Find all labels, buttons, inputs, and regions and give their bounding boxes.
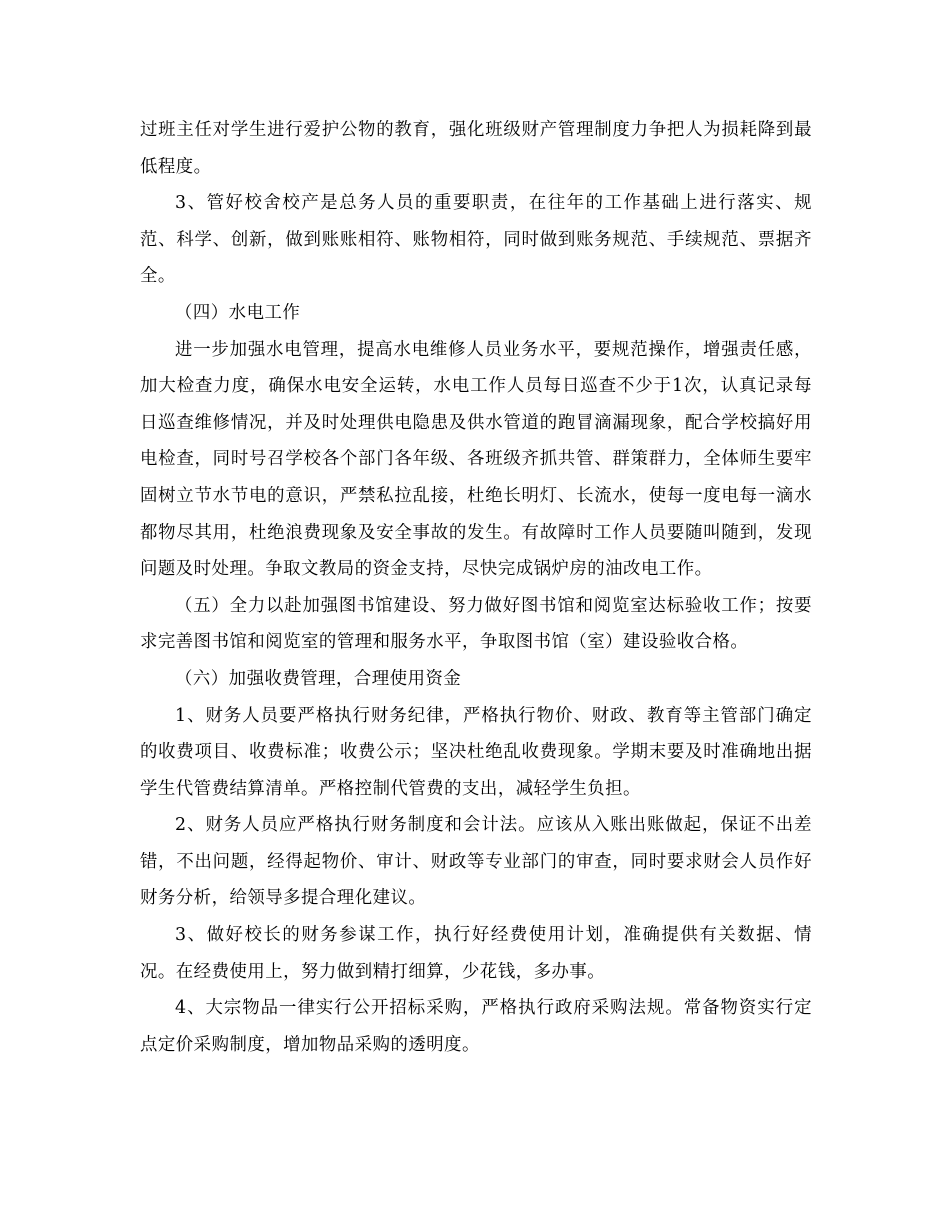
paragraph-item-1-financial-discipline: 1、财务人员要严格执行财务纪律，严格执行物价、财政、教育等主管部门确定的收费项目、收费标准；收费公示；坚决杜绝乱收费现象。学期末要及时准确地出据学生代管费结算清单。严格控制代管费的支出，减轻学生负担。	[140, 705, 812, 799]
paragraph-continuation: 过班主任对学生进行爱护公物的教育，强化班级财产管理制度力争把人为损耗降到最低程度。	[140, 120, 812, 177]
section-heading-fee-management: （六）加强收费管理，合理使用资金	[175, 668, 462, 689]
section-heading-water-electricity: （四）水电工作	[175, 302, 301, 323]
paragraph-item-4-procurement: 4、大宗物品一律实行公开招标采购，严格执行政府采购法规。常备物资实行定点定价采购制度，增加物品采购的透明度。	[140, 998, 812, 1055]
document-body	[140, 112, 812, 1063]
paragraph-item-3-financial-advisor: 3、做好校长的财务参谋工作，执行好经费使用计划，准确提供有关数据、情况。在经费使用上，努力做到精打细算，少花钱，多办事。	[140, 925, 812, 982]
section-library-construction: （五）全力以赴加强图书馆建设、努力做好图书馆和阅览室达标验收工作；按要求完善图书馆和阅览室的管理和服务水平，争取图书馆（室）建设验收合格。	[140, 595, 812, 653]
paragraph-water-electricity-management: 进一步加强水电管理，提高水电维修人员业务水平，要规范操作，增强责任感，加大检查力度，确保水电安全运转，水电工作人员每日巡查不少于1次，认真记录每日巡查维修情况，并及时处理供电隐患及供水管道的跑冒滴漏现象，配合学校搞好用电检查，同时号召学校各个部门各年级、各班级齐抓共管、群策群力，全体师生要牢固树立节水节电的意识，严禁私拉乱接，杜绝长明灯、长流水，使每一度电每一滴水都物尽其用，杜绝浪费现象及安全事故的发生。有故障时工作人员要随叫随到，发现问题及时处理。争取文教局的资金支持，尽快完成锅炉房的油改电工作。	[140, 339, 812, 580]
paragraph-item-2-accounting-law: 2、财务人员应严格执行财务制度和会计法。应该从入账出账做起，保证不出差错，不出问题，经得起物价、审计、财政等专业部门的审查，同时要求财会人员作好财务分析，给领导多提合理化建议。	[140, 815, 812, 909]
paragraph-item-3-school-property: 3、管好校舍校产是总务人员的重要职责，在往年的工作基础上进行落实、规范、科学、创新，做到账账相符、账物相符，同时做到账务规范、手续规范、票据齐全。	[140, 193, 812, 287]
